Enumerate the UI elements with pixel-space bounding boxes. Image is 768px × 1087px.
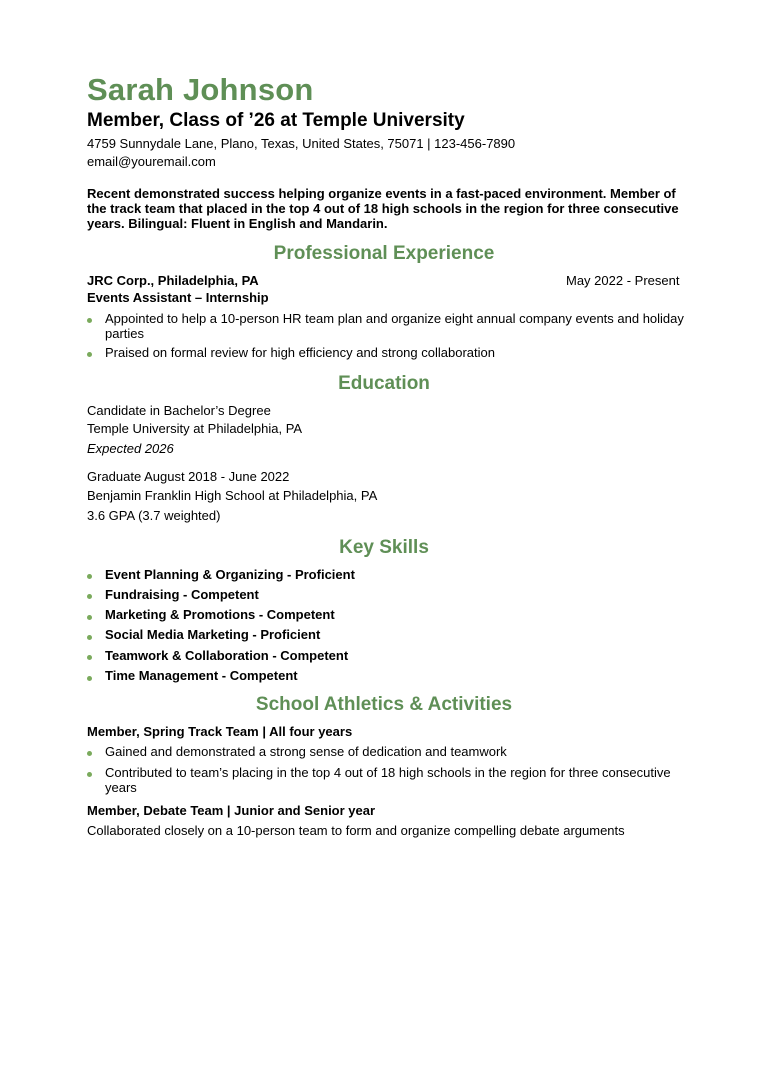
hs-school: Benjamin Franklin High School at Philadelphia, PA: [87, 488, 378, 503]
address-line: 4759 Sunnydale Lane, Plano, Texas, United States, 75071 | 123-456-7890: [87, 136, 516, 151]
bullet-icon: [87, 772, 92, 777]
email: email@youremail.com: [87, 154, 216, 169]
experience-dates: May 2022 - Present: [566, 273, 680, 288]
section-title-skills: Key Skills: [339, 537, 429, 558]
skill-item: Fundraising - Competent: [105, 587, 259, 602]
bullet-icon: [87, 676, 92, 681]
skill-item: Teamwork & Collaboration - Competent: [105, 648, 349, 663]
bullet-icon: [87, 635, 92, 640]
experience-role: Events Assistant – Internship: [87, 290, 269, 305]
hs-dates: Graduate August 2018 - June 2022: [87, 469, 290, 484]
experience-bullet: Praised on formal review for high efficiency and strong collaboration: [105, 345, 495, 360]
skill-item: Marketing & Promotions - Competent: [105, 607, 335, 622]
skill-item: Social Media Marketing - Proficient: [105, 627, 321, 642]
experience-bullet: Appointed to help a 10-person HR team plan and organize eight annual company events and holiday parties: [105, 311, 684, 341]
summary: Recent demonstrated success helping organize events in a fast-paced environment. Member of the track team that placed in the top 4 out of 18 high schools in the region for three consecutive years. Bilingual: Fluent in English and Mandarin.: [87, 186, 679, 231]
college-expected: Expected 2026: [87, 441, 174, 456]
track-bullet: Contributed to team’s placing in the top 4 out of 18 high schools in the region for three consecutive years: [105, 765, 671, 795]
skill-item: Time Management - Competent: [105, 668, 298, 683]
college-degree: Candidate in Bachelor’s Degree: [87, 403, 271, 418]
bullet-icon: [87, 574, 92, 579]
track-heading: Member, Spring Track Team | All four years: [87, 724, 353, 739]
candidate-name: Sarah Johnson: [87, 72, 314, 107]
track-bullet: Gained and demonstrated a strong sense of dedication and teamwork: [105, 744, 507, 759]
headline: Member, Class of ’26 at Temple University: [87, 110, 465, 131]
college-school: Temple University at Philadelphia, PA: [87, 421, 303, 436]
section-title-activities: School Athletics & Activities: [255, 694, 513, 715]
skill-item: Event Planning & Organizing - Proficient: [105, 567, 355, 582]
bullet-icon: [87, 615, 92, 620]
debate-text: Collaborated closely on a 10-person team to form and organize compelling debate arguments: [87, 823, 625, 838]
section-title-education: Education: [338, 373, 430, 394]
bullet-icon: [87, 655, 92, 660]
section-title-experience: Professional Experience: [273, 243, 495, 264]
debate-heading: Member, Debate Team | Junior and Senior year: [87, 803, 376, 818]
experience-company: JRC Corp., Philadelphia, PA: [87, 273, 259, 288]
bullet-icon: [87, 318, 92, 323]
bullet-icon: [87, 352, 92, 357]
bullet-icon: [87, 594, 92, 599]
bullet-icon: [87, 751, 92, 756]
hs-gpa: 3.6 GPA (3.7 weighted): [87, 508, 221, 523]
